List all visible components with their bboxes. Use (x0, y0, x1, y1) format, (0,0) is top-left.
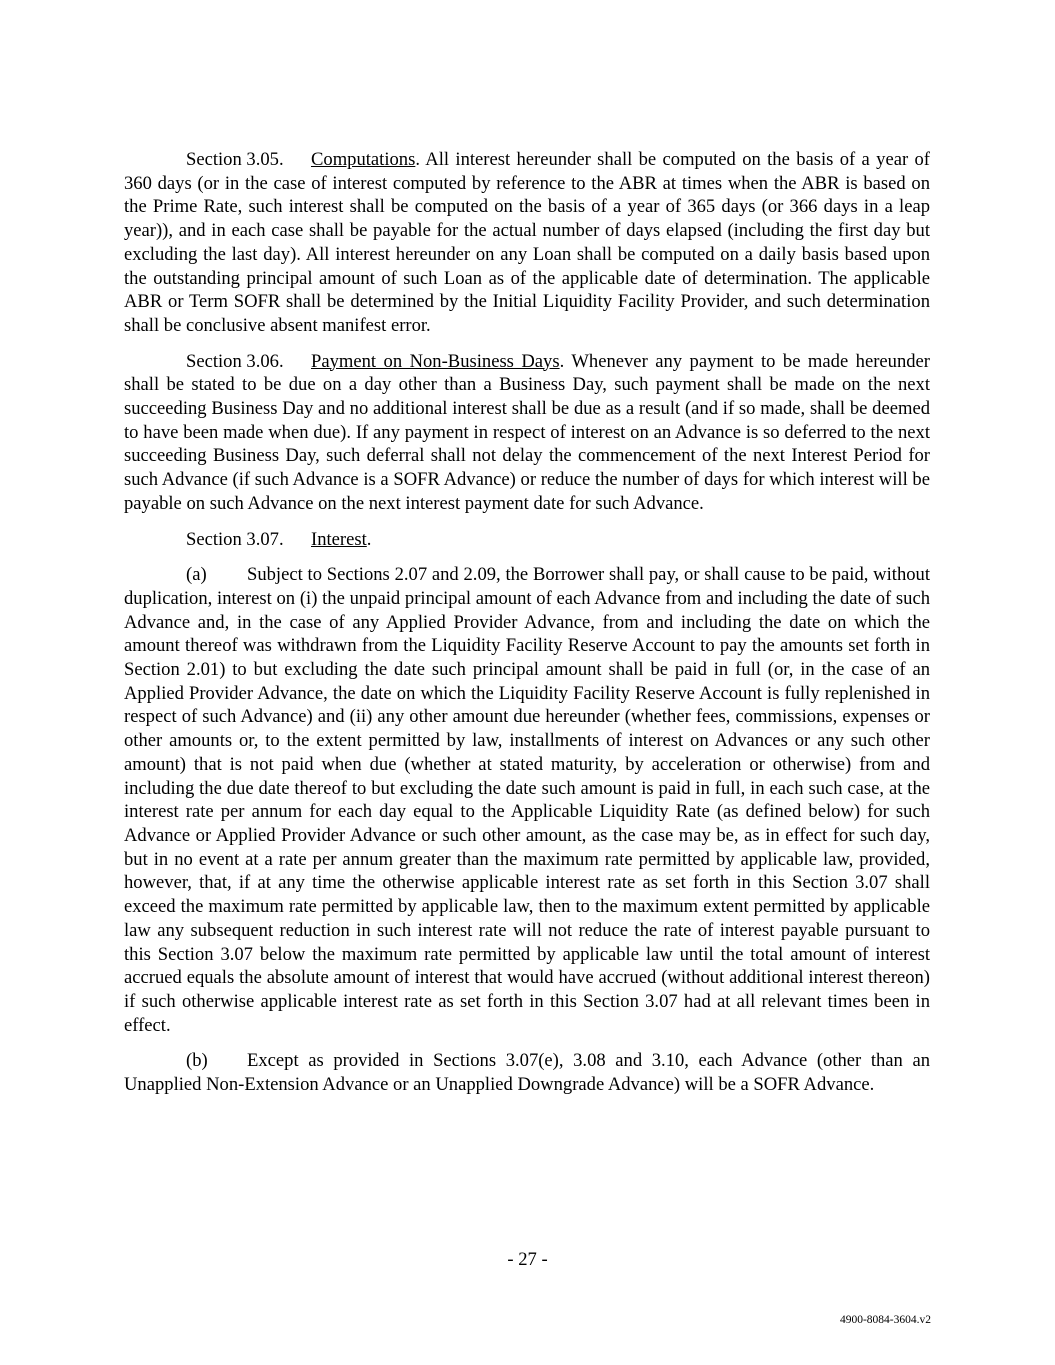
document-body (124, 148, 930, 1109)
section-text: . Whenever any payment to be made hereunder shall be stated to be due on a day other than a Business Day, such payment shall be made on the next succeeding Business Day and no additional interest shall be due as a result (and if so made, shall be deemed to have been made when due). If any payment in respect of interest on an Advance is so deferred to the next succeeding Business Day, such deferral shall not delay the commencement of the next Interest Period for such Advance (if such Advance is a SOFR Advance) or reduce the number of days for which interest will be payable on such Advance on the next interest payment date for such Advance. (124, 350, 930, 514)
section-title: Payment on Non-Business Days (311, 350, 560, 372)
subsection-text: Except as provided in Sections 3.07(e), 3.08 and 3.10, each Advance (other than an Unapplied Non-Extension Advance or an Unapplied Downgrade Advance) will be a SOFR Advance. (124, 1050, 930, 1096)
section-3-05 (124, 148, 930, 338)
section-title: Interest (311, 528, 367, 550)
section-3-07-heading (124, 528, 930, 552)
subsection-label: (b) (186, 1050, 208, 1072)
section-title-suffix: . (366, 528, 372, 550)
section-text: . All interest hereunder shall be computed on the basis of a year of 360 days (or in the case of interest computed by reference to the ABR at times when the ABR is based on the Prime Rate, such interest shall be computed on the basis of a year of 365 days (or 366 days in a leap year)), and in each case shall be payable for the actual number of days elapsed (including the first day but excluding the last day). All interest hereunder on any Loan shall be computed on a daily basis based upon the outstanding principal amount of such Loan as of the applicable date of determination. The applicable ABR or Term SOFR shall be determined by the Initial Liquidity Facility Provider, and such determination shall be conclusive absent manifest error. (124, 149, 930, 336)
section-3-06 (124, 350, 930, 516)
section-number: Section 3.05. (186, 149, 284, 170)
section-3-07-b (124, 1049, 930, 1096)
section-3-07-a (124, 563, 930, 1037)
page-number: - 27 - (507, 1249, 548, 1270)
section-title: Computations (311, 149, 416, 170)
subsection-text: Subject to Sections 2.07 and 2.09, the Borrower shall pay, or shall cause to be paid, without duplication, interest on (i) the unpaid principal amount of each Advance from and including the date of such Advance and, in the case of any Applied Provider Advance, from and including the date on which the amount thereof was withdrawn from the Liquidity Facility Reserve Account to pay the amounts set forth in Section 2.01) to but excluding the date such principal amount shall be paid in full (or, in the case of an Applied Provider Advance, the date on which the Liquidity Facility Reserve Account is fully replenished in respect of such Advance) and (ii) any other amount due hereunder (whether fees, commissions, expenses or other amounts or, to the extent permitted by law, installments of interest on Advances or any such other amount) that is not paid when due (whether at stated maturity, by acceleration or otherwise) from and including the due date thereof to but excluding the date such amount is paid in full, in each such case, at the interest rate per annum for each day equal to the Applicable Liquidity Rate (as defined below) for such Advance or Applied Provider Advance or such other amount, as the case may be, as in effect for such day, but in no event at a rate per annum greater than the maximum rate permitted by applicable law, provided, however, that, if at any time the otherwise applicable interest rate as set forth in this Section 3.07 shall exceed the maximum rate permitted by applicable law, then to the maximum extent permitted by applicable law any subsequent reduction in such interest rate will not reduce the rate of interest payable pursuant to this Section 3.07 below the maximum rate permitted by applicable law until the total amount of interest accrued equals the absolute amount of interest that would have accrued (without additional interest thereon) if such otherwise applicable interest rate as set forth in this Section 3.07 had at all relevant times been in effect. (124, 564, 930, 1036)
subsection-label: (a) (186, 564, 207, 586)
document-id: 4900-8084-3604.v2 (839, 1314, 931, 1326)
section-number: Section 3.06. (186, 350, 284, 372)
section-number: Section 3.07. (186, 528, 284, 550)
